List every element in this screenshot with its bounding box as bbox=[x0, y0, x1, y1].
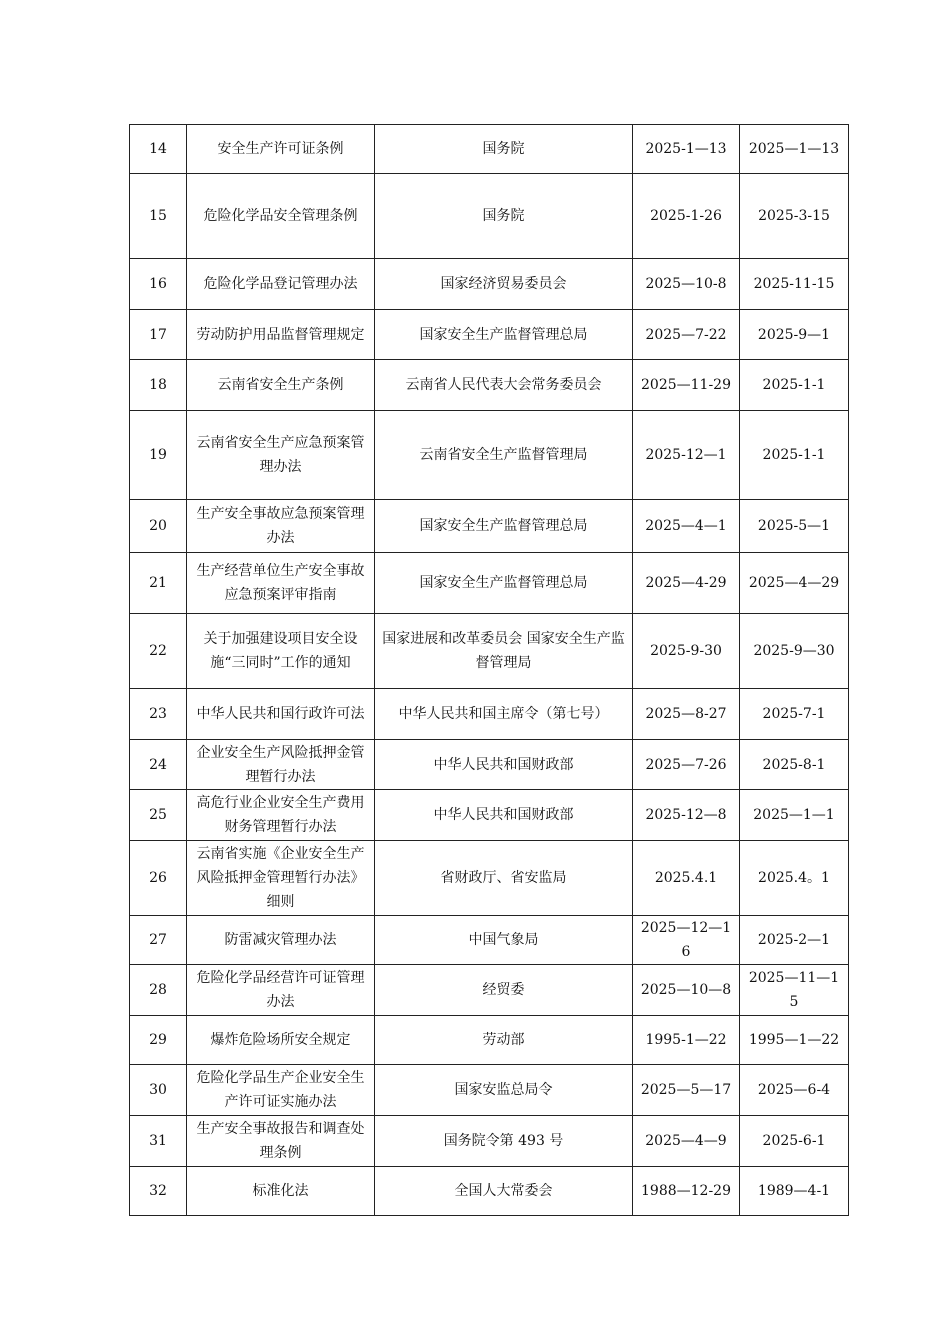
regulation-name: 生产经营单位生产安全事故应急预案评审指南 bbox=[187, 553, 375, 614]
effective-date: 2025.4。1 bbox=[740, 841, 849, 916]
publish-date: 1988—12-29 bbox=[633, 1167, 740, 1216]
row-number: 30 bbox=[130, 1065, 187, 1116]
effective-date: 2025—4—29 bbox=[740, 553, 849, 614]
row-number: 26 bbox=[130, 841, 187, 916]
effective-date: 2025-5—1 bbox=[740, 500, 849, 553]
table-row bbox=[130, 740, 849, 790]
table-row bbox=[130, 125, 849, 174]
effective-date: 2025-7-1 bbox=[740, 689, 849, 740]
regulation-name: 关于加强建设项目安全设施“三同时”工作的通知 bbox=[187, 614, 375, 689]
regulation-name: 企业安全生产风险抵押金管理暂行办法 bbox=[187, 740, 375, 790]
table-row bbox=[130, 1116, 849, 1167]
table-row bbox=[130, 790, 849, 841]
row-number: 23 bbox=[130, 689, 187, 740]
regulation-name: 云南省实施《企业安全生产风险抵押金管理暂行办法》细则 bbox=[187, 841, 375, 916]
table-row bbox=[130, 841, 849, 916]
table-row bbox=[130, 916, 849, 965]
publish-date: 2025-1—13 bbox=[633, 125, 740, 174]
effective-date: 2025-3-15 bbox=[740, 174, 849, 259]
regulation-name: 生产安全事故报告和调查处理条例 bbox=[187, 1116, 375, 1167]
row-number: 31 bbox=[130, 1116, 187, 1167]
row-number: 18 bbox=[130, 360, 187, 411]
table-row bbox=[130, 1167, 849, 1216]
regulation-name: 危险化学品安全管理条例 bbox=[187, 174, 375, 259]
issuing-authority: 省财政厅、省安监局 bbox=[375, 841, 633, 916]
publish-date: 2025—5—17 bbox=[633, 1065, 740, 1116]
issuing-authority: 国务院 bbox=[375, 174, 633, 259]
effective-date: 2025-9—1 bbox=[740, 310, 849, 360]
issuing-authority: 国务院令第 493 号 bbox=[375, 1116, 633, 1167]
issuing-authority: 中国气象局 bbox=[375, 916, 633, 965]
table-row bbox=[130, 174, 849, 259]
issuing-authority: 全国人大常委会 bbox=[375, 1167, 633, 1216]
publish-date: 2025—10-8 bbox=[633, 259, 740, 310]
publish-date: 1995-1—22 bbox=[633, 1016, 740, 1065]
effective-date: 1989—4-1 bbox=[740, 1167, 849, 1216]
regulation-name: 防雷减灾管理办法 bbox=[187, 916, 375, 965]
effective-date: 1995—1—22 bbox=[740, 1016, 849, 1065]
regulation-name: 高危行业企业安全生产费用财务管理暂行办法 bbox=[187, 790, 375, 841]
effective-date: 2025—1—13 bbox=[740, 125, 849, 174]
row-number: 22 bbox=[130, 614, 187, 689]
regulation-name: 危险化学品经营许可证管理办法 bbox=[187, 965, 375, 1016]
publish-date: 2025-9-30 bbox=[633, 614, 740, 689]
regulations-table-body bbox=[130, 125, 849, 1216]
effective-date: 2025-1-1 bbox=[740, 360, 849, 411]
publish-date: 2025—10—8 bbox=[633, 965, 740, 1016]
effective-date: 2025-2—1 bbox=[740, 916, 849, 965]
effective-date: 2025—1—1 bbox=[740, 790, 849, 841]
publish-date: 2025-1-26 bbox=[633, 174, 740, 259]
row-number: 28 bbox=[130, 965, 187, 1016]
row-number: 19 bbox=[130, 411, 187, 500]
issuing-authority: 国家安监总局令 bbox=[375, 1065, 633, 1116]
table-row bbox=[130, 360, 849, 411]
effective-date: 2025—6-4 bbox=[740, 1065, 849, 1116]
issuing-authority: 中华人民共和国财政部 bbox=[375, 740, 633, 790]
issuing-authority: 国家经济贸易委员会 bbox=[375, 259, 633, 310]
row-number: 25 bbox=[130, 790, 187, 841]
row-number: 32 bbox=[130, 1167, 187, 1216]
regulation-name: 安全生产许可证条例 bbox=[187, 125, 375, 174]
regulations-table bbox=[129, 124, 849, 1216]
effective-date: 2025-8-1 bbox=[740, 740, 849, 790]
issuing-authority: 云南省人民代表大会常务委员会 bbox=[375, 360, 633, 411]
issuing-authority: 国家进展和改革委员会 国家安全生产监督管理局 bbox=[375, 614, 633, 689]
row-number: 24 bbox=[130, 740, 187, 790]
issuing-authority: 国家安全生产监督管理总局 bbox=[375, 553, 633, 614]
publish-date: 2025—8-27 bbox=[633, 689, 740, 740]
table-row bbox=[130, 259, 849, 310]
publish-date: 2025-12—1 bbox=[633, 411, 740, 500]
row-number: 17 bbox=[130, 310, 187, 360]
issuing-authority: 云南省安全生产监督管理局 bbox=[375, 411, 633, 500]
row-number: 14 bbox=[130, 125, 187, 174]
regulation-name: 中华人民共和国行政许可法 bbox=[187, 689, 375, 740]
regulation-name: 劳动防护用品监督管理规定 bbox=[187, 310, 375, 360]
table-row bbox=[130, 500, 849, 553]
row-number: 29 bbox=[130, 1016, 187, 1065]
table-row bbox=[130, 1065, 849, 1116]
effective-date: 2025—11—15 bbox=[740, 965, 849, 1016]
row-number: 27 bbox=[130, 916, 187, 965]
publish-date: 2025—7-26 bbox=[633, 740, 740, 790]
publish-date: 2025—4-29 bbox=[633, 553, 740, 614]
regulation-name: 爆炸危险场所安全规定 bbox=[187, 1016, 375, 1065]
regulation-name: 云南省安全生产应急预案管理办法 bbox=[187, 411, 375, 500]
regulation-name: 标准化法 bbox=[187, 1167, 375, 1216]
issuing-authority: 中华人民共和国主席令（第七号） bbox=[375, 689, 633, 740]
effective-date: 2025-9—30 bbox=[740, 614, 849, 689]
regulation-name: 云南省安全生产条例 bbox=[187, 360, 375, 411]
row-number: 16 bbox=[130, 259, 187, 310]
publish-date: 2025—4—1 bbox=[633, 500, 740, 553]
publish-date: 2025-12—8 bbox=[633, 790, 740, 841]
effective-date: 2025-6-1 bbox=[740, 1116, 849, 1167]
publish-date: 2025—11-29 bbox=[633, 360, 740, 411]
effective-date: 2025-11-15 bbox=[740, 259, 849, 310]
effective-date: 2025-1-1 bbox=[740, 411, 849, 500]
row-number: 20 bbox=[130, 500, 187, 553]
regulation-name: 危险化学品生产企业安全生产许可证实施办法 bbox=[187, 1065, 375, 1116]
issuing-authority: 国家安全生产监督管理总局 bbox=[375, 310, 633, 360]
publish-date: 2025—7-22 bbox=[633, 310, 740, 360]
issuing-authority: 劳动部 bbox=[375, 1016, 633, 1065]
regulation-name: 生产安全事故应急预案管理办法 bbox=[187, 500, 375, 553]
table-row bbox=[130, 1016, 849, 1065]
table-row bbox=[130, 553, 849, 614]
publish-date: 2025.4.1 bbox=[633, 841, 740, 916]
issuing-authority: 国务院 bbox=[375, 125, 633, 174]
table-row bbox=[130, 965, 849, 1016]
publish-date: 2025—4—9 bbox=[633, 1116, 740, 1167]
table-row bbox=[130, 614, 849, 689]
table-row bbox=[130, 411, 849, 500]
publish-date: 2025—12—16 bbox=[633, 916, 740, 965]
row-number: 15 bbox=[130, 174, 187, 259]
table-row bbox=[130, 689, 849, 740]
regulation-name: 危险化学品登记管理办法 bbox=[187, 259, 375, 310]
issuing-authority: 经贸委 bbox=[375, 965, 633, 1016]
row-number: 21 bbox=[130, 553, 187, 614]
issuing-authority: 国家安全生产监督管理总局 bbox=[375, 500, 633, 553]
table-row bbox=[130, 310, 849, 360]
issuing-authority: 中华人民共和国财政部 bbox=[375, 790, 633, 841]
